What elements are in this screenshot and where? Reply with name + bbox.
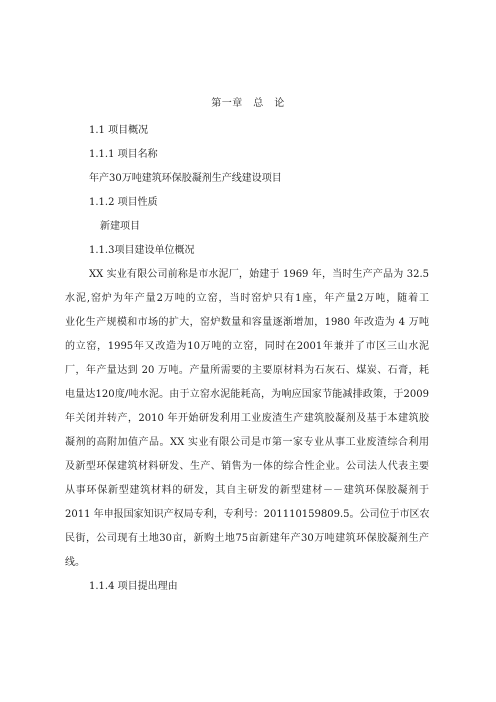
section-heading-1-1: 1.1 项目概况 (89, 125, 149, 136)
paragraph-line: 水泥,窑炉为年产量2万吨的立窑，当时窑炉只有1座，年产量2万吨，随着工 (65, 293, 429, 304)
paragraph-line: 2011 年申报国家知识产权局专利，专利号：201110159809.5。公司位于市区农 (65, 509, 430, 520)
paragraph-line: 民街，公司现有土地30亩，新购土地75亩新建年产30万吨建筑环保胶凝剂生产 (65, 533, 429, 544)
chapter-title: 第一章 总 论 (211, 98, 285, 109)
paragraph-line: 从事环保新型建筑材料的研发，其自主研发的新型建材－－建筑环保胶凝剂于 (65, 485, 429, 496)
paragraph-line: 凝剂的高附加值产品。XX 实业有限公司是市第一家专业从事工业废渣综合利用 (65, 437, 429, 448)
section-heading-1-1-4: 1.1.4 项目提出理由 (89, 581, 178, 592)
section-heading-1-1-2: 1.1.2 项目性质 (89, 197, 158, 208)
section-heading-1-1-3: 1.1.3项目建设单位概况 (89, 245, 195, 256)
paragraph-line: 及新型环保建筑材料研发、生产、销售为一体的综合性企业。公司法人代表主要 (65, 461, 429, 472)
paragraph-line: 业化生产规模和市场的扩大，窑炉数量和容量逐渐增加，1980 年改造为 4 万吨 (65, 317, 429, 328)
project-nature: 新建项目 (100, 221, 140, 232)
paragraph-line: 电量达120度/吨水泥。由于立窑水泥能耗高，为响应国家节能减排政策，于2009 (65, 389, 429, 400)
paragraph-line: 线。 (65, 557, 85, 568)
section-heading-1-1-1: 1.1.1 项目名称 (89, 149, 158, 160)
paragraph-line: XX 实业有限公司前称是市水泥厂，始建于 1969 年，当时生产产品为 32.5 (89, 269, 429, 280)
paragraph-line: 厂，年产量达到 20 万吨。产量所需要的主要原材料为石灰石、煤炭、石膏，耗 (65, 365, 429, 376)
paragraph-line: 年关闭并转产，2010 年开始研发利用工业废渣生产建筑胶凝剂及基于本建筑胶 (65, 413, 429, 424)
project-name: 年产30万吨建筑环保胶凝剂生产线建设项目 (89, 173, 282, 184)
paragraph-line: 的立窑，1995年又改造为10万吨的立窑，同时在2001年兼并了市区三山水泥 (65, 341, 429, 352)
